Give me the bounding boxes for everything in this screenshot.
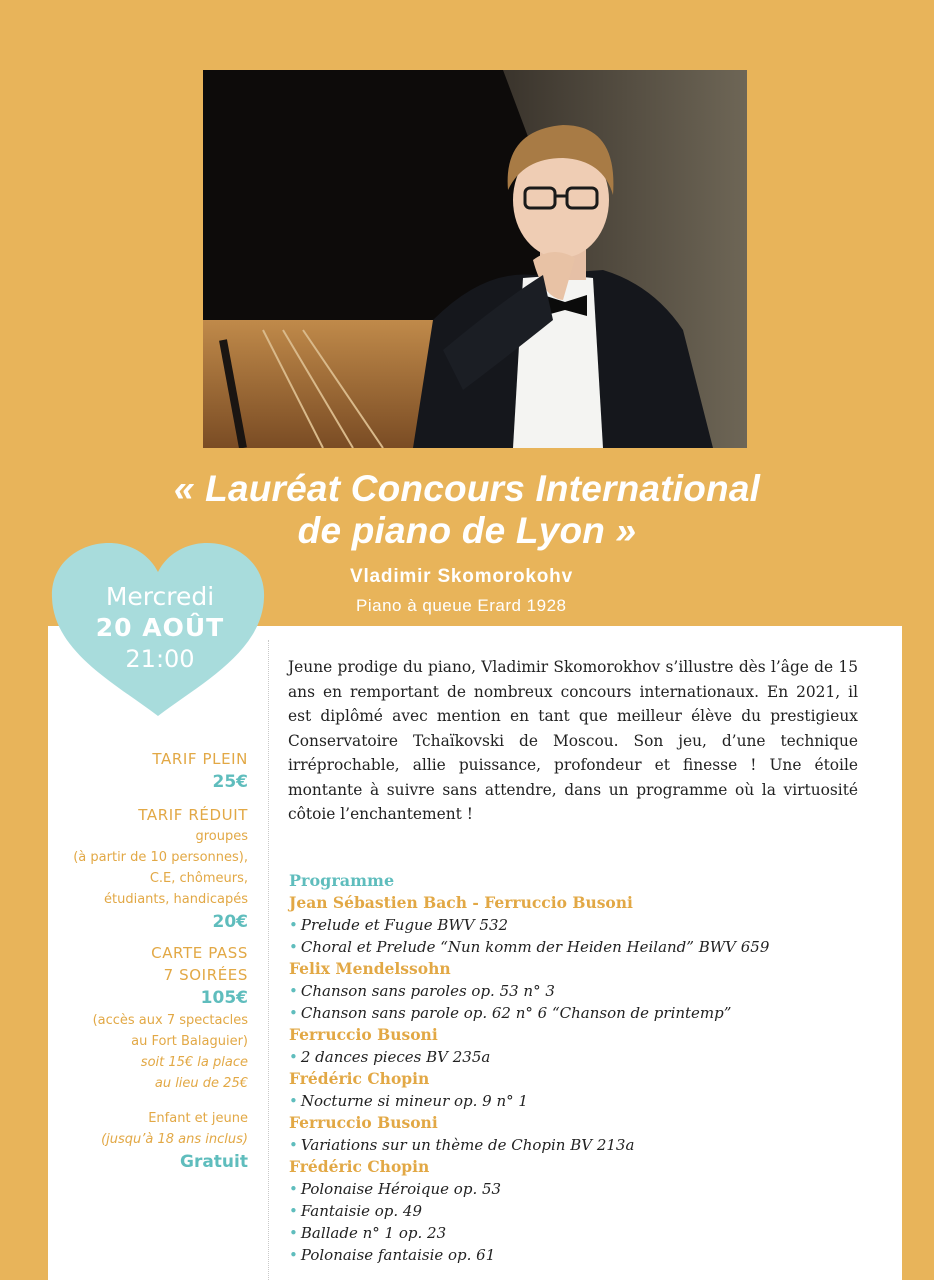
instrument-label: Piano à queue Erard 1928 xyxy=(356,596,567,615)
bullet-icon: • xyxy=(289,1048,298,1066)
artist-description: Jeune prodige du piano, Vladimir Skomorokhov s’illustre dès l’âge de 15 ans en remportant de nombreux concours internationaux. En 2021, il est diplômé avec mention en tant que meilleur élève du prestigieux Conservatoire Tchaïkovski de Moscou. Son jeu, d’une technique irréprochable, allie puissance, profondeur et finesse ! Une étoile montante à suivre sans attendre, dans un programme où la virtuosité côtoie l’enchantement ! xyxy=(288,658,858,823)
reduced-note: (à partir de 10 personnes), xyxy=(73,850,248,865)
bullet-icon: • xyxy=(289,1004,298,1022)
bullet-icon: • xyxy=(289,938,298,956)
reduced-note: groupes xyxy=(195,829,248,844)
work-title: Ballade n° 1 op. 23 xyxy=(300,1224,447,1242)
full-rate-label: TARIF PLEIN xyxy=(152,750,248,768)
work-item xyxy=(289,980,849,1002)
work-title: Prelude et Fugue BWV 532 xyxy=(300,916,509,934)
reduced-rate-price: 20€ xyxy=(212,912,248,932)
reduced-note: étudiants, handicapés xyxy=(104,892,248,907)
work-title: Chanson sans paroles op. 53 n° 3 xyxy=(300,982,555,1000)
composer-heading: Frédéric Chopin xyxy=(289,1157,430,1176)
headline-line-1: « Lauréat Concours International xyxy=(173,468,761,509)
work-item xyxy=(289,1134,849,1156)
bullet-icon: • xyxy=(289,1092,298,1110)
programme-title: Programme xyxy=(289,871,395,890)
composer-heading: Frédéric Chopin xyxy=(289,1069,430,1088)
date-badge xyxy=(60,582,260,674)
composer-heading: Ferruccio Busoni xyxy=(289,1113,438,1132)
work-item xyxy=(289,1178,849,1200)
work-title: Nocturne si mineur op. 9 n° 1 xyxy=(300,1092,528,1110)
work-item xyxy=(289,1244,849,1266)
work-item xyxy=(289,1200,849,1222)
work-item xyxy=(289,1222,849,1244)
bullet-icon: • xyxy=(289,1246,298,1264)
composer-heading: Jean Sébastien Bach - Ferruccio Busoni xyxy=(289,893,633,912)
work-title: Polonaise Héroique op. 53 xyxy=(300,1180,502,1198)
column-divider xyxy=(268,640,269,1280)
work-item xyxy=(289,1046,849,1068)
bullet-icon: • xyxy=(289,1136,298,1154)
pianist-photo xyxy=(203,70,747,448)
pass-price: 105€ xyxy=(200,988,248,1008)
pass-note: (accès aux 7 spectacles xyxy=(92,1013,248,1028)
bullet-icon: • xyxy=(289,982,298,1000)
composer-heading: Felix Mendelssohn xyxy=(289,959,451,978)
bullet-icon: • xyxy=(289,916,298,934)
badge-date: 20 AOÛT xyxy=(95,613,225,642)
child-note: Enfant et jeune xyxy=(148,1111,248,1126)
headline-line-2: de piano de Lyon » xyxy=(297,510,637,551)
work-item xyxy=(289,1090,849,1112)
badge-time: 21:00 xyxy=(125,645,195,673)
work-item xyxy=(289,936,849,958)
pass-label: CARTE PASS xyxy=(151,944,248,962)
work-title: Fantaisie op. 49 xyxy=(300,1202,423,1220)
pass-note-italic: soit 15€ la place xyxy=(140,1055,248,1070)
badge-day: Mercredi xyxy=(105,582,215,611)
bullet-icon: • xyxy=(289,1224,298,1242)
pass-label-2: 7 SOIRÉES xyxy=(163,966,248,984)
work-title: Chanson sans parole op. 62 n° 6 “Chanson de printemp” xyxy=(300,1004,732,1022)
reduced-note: C.E, chômeurs, xyxy=(149,871,248,886)
bullet-icon: • xyxy=(289,1180,298,1198)
price-column xyxy=(48,748,248,1174)
composer-heading: Ferruccio Busoni xyxy=(289,1025,438,1044)
artist-name: Vladimir Skomorokohv xyxy=(350,566,573,587)
pass-note: au Fort Balaguier) xyxy=(131,1034,248,1049)
full-rate-price: 25€ xyxy=(212,772,248,792)
work-title: Variations sur un thème de Chopin BV 213a xyxy=(300,1136,635,1154)
bullet-icon: • xyxy=(289,1202,298,1220)
work-item xyxy=(289,1002,849,1024)
child-price: Gratuit xyxy=(180,1152,248,1172)
work-title: Choral et Prelude “Nun komm der Heiden Heiland” BWV 659 xyxy=(300,938,770,956)
work-title: 2 dances pieces BV 235a xyxy=(300,1048,491,1066)
work-item xyxy=(289,914,849,936)
pass-note-italic: au lieu de 25€ xyxy=(154,1076,248,1091)
work-title: Polonaise fantaisie op. 61 xyxy=(300,1246,496,1264)
child-note: (jusqu’à 18 ans inclus) xyxy=(101,1132,248,1147)
reduced-rate-label: TARIF RÉDUIT xyxy=(138,806,248,824)
programme-list xyxy=(289,870,849,1266)
